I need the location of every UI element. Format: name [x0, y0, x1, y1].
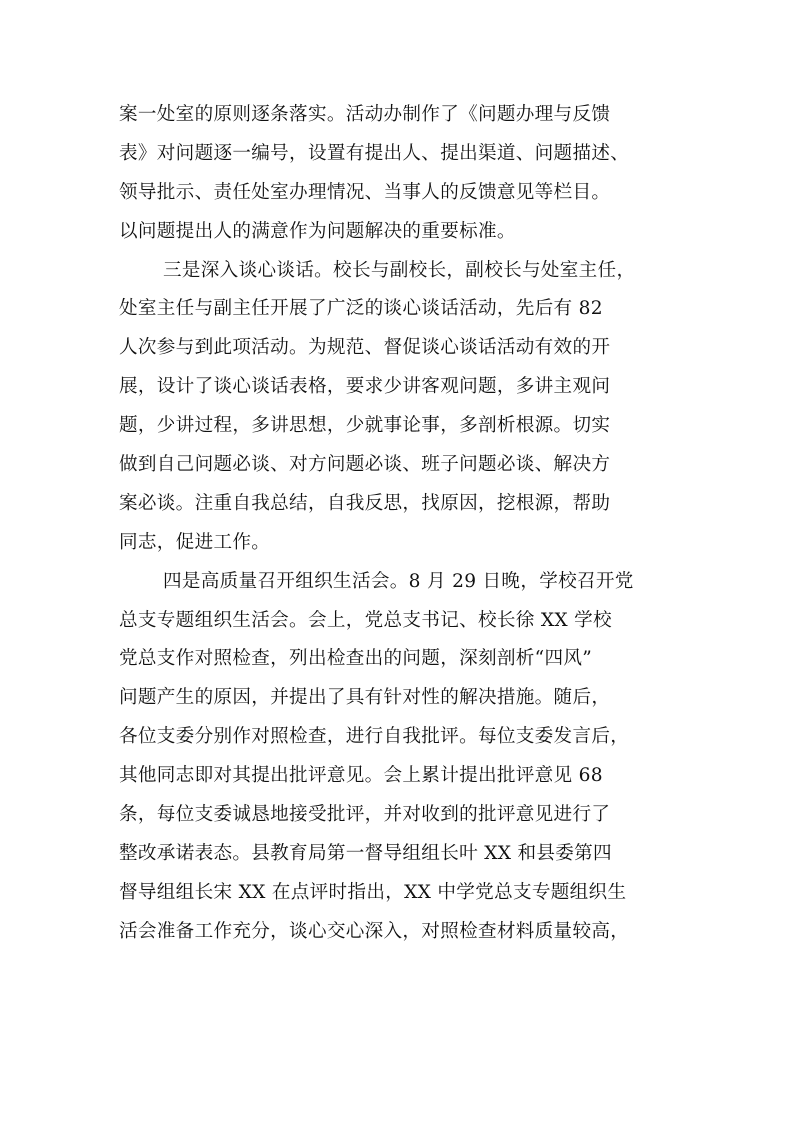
text-line: 各位支委分别作对照检查，进行自我批评。每位支委发言后，: [119, 726, 630, 748]
text-line: 做到自己问题必谈、对方问题必谈、班子问题必谈、解决方: [119, 454, 611, 476]
text-line: 总支专题组织生活会。会上，党总支书记、校长徐 XX 学校: [119, 609, 612, 631]
text-line: 人次参与到此项活动。为规范、督促谈心谈话活动有效的开: [119, 337, 611, 359]
text-line: 题，少讲过程，多讲思想，少就事论事，多剖析根源。切实: [119, 415, 611, 437]
text-line: 以问题提出人的满意作为问题解决的重要标准。: [119, 220, 516, 242]
text-line: 整改承诺表态。县教育局第一督导组组长叶 XX 和县委第四: [119, 842, 612, 864]
text-line: 案必谈。注重自我总结，自我反思，找原因，挖根源，帮助: [119, 492, 611, 514]
paragraph-start-line: 三是深入谈心谈话。校长与副校长，副校长与处室主任，: [163, 259, 636, 281]
text-line: 案一处室的原则逐条落实。活动办制作了《问题办理与反馈: [119, 104, 611, 125]
text-line: 其他同志即对其提出批评意见。会上累计提出批评意见 68: [119, 765, 603, 787]
text-line: 活会准备工作充分，谈心交心深入，对照检查材料质量较高，: [119, 920, 630, 942]
text-line: 党总支作对照检查，列出检查出的问题，深刻剖析“四风”: [119, 648, 593, 670]
text-line: 督导组组长宋 XX 在点评时指出，XX 中学党总支专题组织生: [119, 881, 627, 903]
text-line: 表》对问题逐一编号，设置有提出人、提出渠道、问题描述、: [119, 142, 630, 164]
text-line: 处室主任与副主任开展了广泛的谈心谈话活动，先后有 82: [119, 298, 603, 320]
text-line: 展，设计了谈心谈话表格，要求少讲客观问题，多讲主观问: [119, 376, 611, 398]
text-line: 同志，促进工作。: [119, 531, 271, 553]
document-body: [119, 96, 683, 952]
text-line: 问题产生的原因，并提出了具有针对性的解决措施。随后，: [119, 687, 611, 709]
paragraph-start-line: 四是高质量召开组织生活会。8 月 29 日晚，学校召开党: [163, 570, 634, 592]
text-line: 条，每位支委诚恳地接受批评，并对收到的批评意见进行了: [119, 804, 611, 826]
text-line: 领导批示、责任处室办理情况、当事人的反馈意见等栏目。: [119, 181, 611, 203]
